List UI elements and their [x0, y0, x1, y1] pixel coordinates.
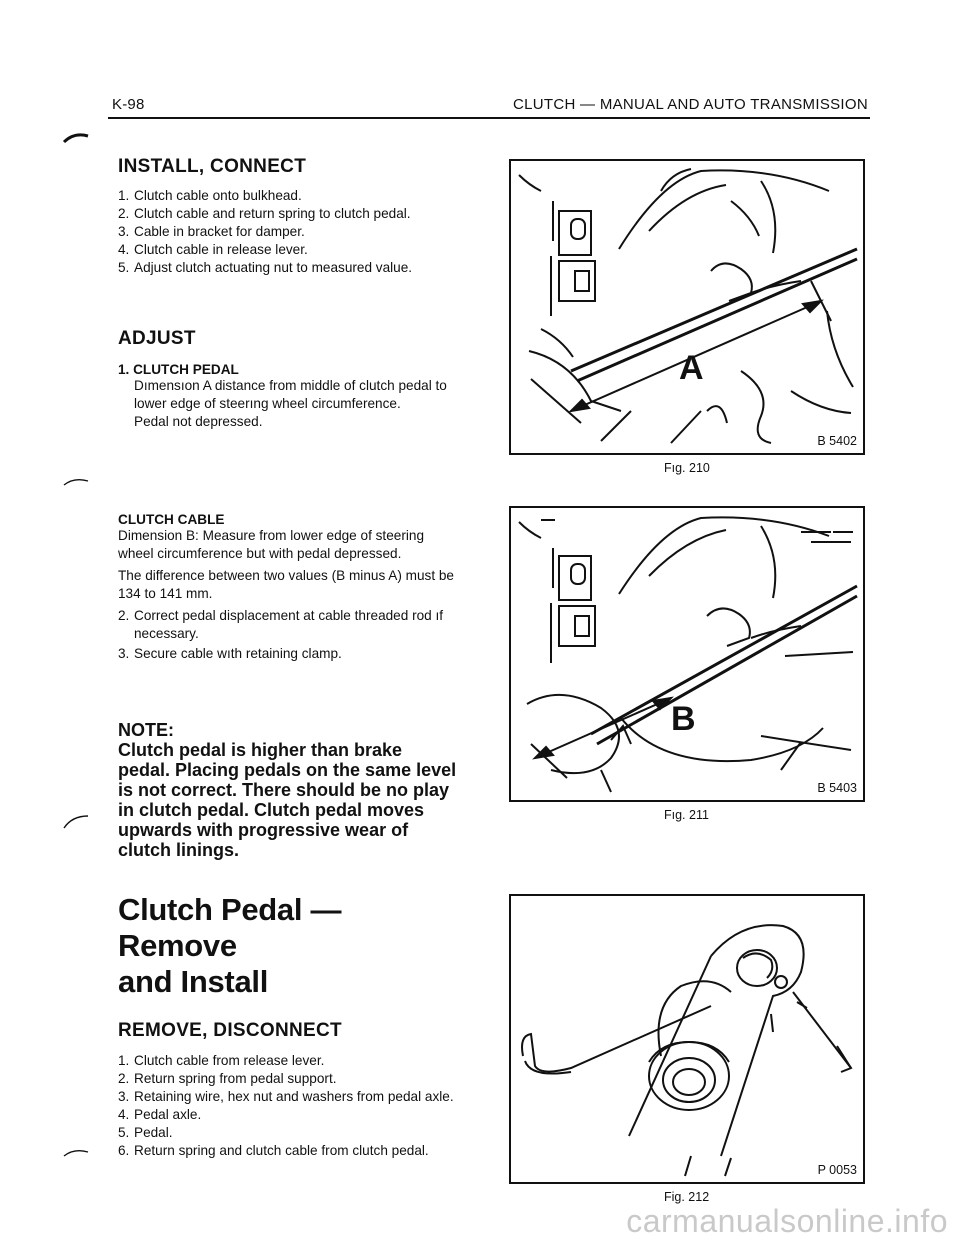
install-connect-section	[118, 156, 463, 277]
page-number: K-98	[112, 96, 145, 113]
list-item: 2. Clutch cable and return spring to clutch pedal.	[118, 206, 411, 221]
pedal-illustration	[511, 896, 863, 1182]
list-item: 2. Correct pedal displacement at cable threaded rod ıf necessary.	[118, 608, 444, 641]
adjust-section	[118, 328, 463, 431]
figure-caption: Fıg. 210	[664, 461, 710, 475]
watermark: carmanualsonline.info	[626, 1203, 948, 1239]
list-item: 3. Retaining wire, hex nut and washers from pedal axle.	[118, 1089, 454, 1104]
list-item: 6. Return spring and clutch cable from clutch pedal.	[118, 1143, 429, 1158]
steering-column-illustration	[511, 161, 863, 453]
list-item: 4. Clutch cable in release lever.	[118, 242, 308, 257]
list-item: 3. Secure cable wıth retaining clamp.	[118, 646, 342, 661]
clutch-pedal-step-label: 1. CLUTCH PEDAL	[118, 362, 239, 377]
remove-disconnect-heading: REMOVE, DISCONNECT	[118, 1020, 342, 1041]
list-item: 2. Return spring from pedal support.	[118, 1071, 337, 1086]
header-divider	[108, 117, 870, 119]
section-title-line1: Clutch Pedal — Remove	[118, 892, 342, 963]
figure-code: B 5403	[817, 781, 857, 795]
section-title-line2: and Install	[118, 964, 269, 999]
clutch-pedal-step-text: Dımensıon A distance from middle of clutch pedal to lower edge of steerıng wheel circumference.	[134, 378, 447, 411]
clutch-pedal-step-note: Pedal not depressed.	[134, 414, 263, 429]
dimension-label-a: A	[679, 349, 704, 387]
figure-caption: Fig. 212	[664, 1190, 710, 1204]
figure-caption: Fıg. 211	[664, 808, 709, 822]
note-block	[118, 720, 458, 860]
dimension-label-b: B	[671, 700, 696, 738]
clutch-pedal-section	[118, 892, 463, 1160]
figure-212	[509, 894, 865, 1184]
section-title: CLUTCH — MANUAL AND AUTO TRANSMISSION	[512, 96, 868, 113]
note-text: Clutch pedal is higher than brake pedal. Placing pedals on the same level is not correct. There should be no play in clutch pedal. Clutch pedal moves upwards with progressive wear of clutch linings.	[118, 740, 457, 860]
adjust-heading: ADJUST	[118, 328, 196, 349]
figure-code: B 5402	[817, 434, 857, 448]
note-label: NOTE:	[118, 720, 174, 740]
figure-211	[509, 506, 865, 802]
margin-mark	[62, 130, 92, 146]
clutch-cable-difference: The difference between two values (B minus A) must be 134 to 141 mm.	[118, 568, 454, 601]
list-item: 3. Cable in bracket for damper.	[118, 224, 305, 239]
margin-mark	[62, 473, 92, 489]
remove-disconnect-list	[118, 1052, 463, 1160]
list-item: 1. Clutch cable onto bulkhead.	[118, 188, 302, 203]
list-item: 4. Pedal axle.	[118, 1107, 202, 1122]
clutch-cable-label: CLUTCH CABLE	[118, 512, 225, 527]
list-item: 5. Pedal.	[118, 1125, 173, 1140]
list-item: 1. Clutch cable from release lever.	[118, 1053, 325, 1068]
clutch-cable-section	[118, 512, 463, 663]
steering-column-illustration	[511, 508, 863, 800]
clutch-cable-list	[118, 607, 463, 663]
list-item: 5. Adjust clutch actuating nut to measured value.	[118, 260, 413, 275]
clutch-cable-text: Dimension B: Measure from lower edge of steering wheel circumference but with pedal depressed.	[118, 528, 424, 561]
figure-code: P 0053	[817, 1163, 857, 1177]
figure-210	[509, 159, 865, 455]
margin-mark	[62, 1144, 92, 1160]
install-connect-list	[118, 187, 463, 277]
install-connect-heading: INSTALL, CONNECT	[118, 156, 307, 177]
margin-mark	[62, 812, 92, 832]
